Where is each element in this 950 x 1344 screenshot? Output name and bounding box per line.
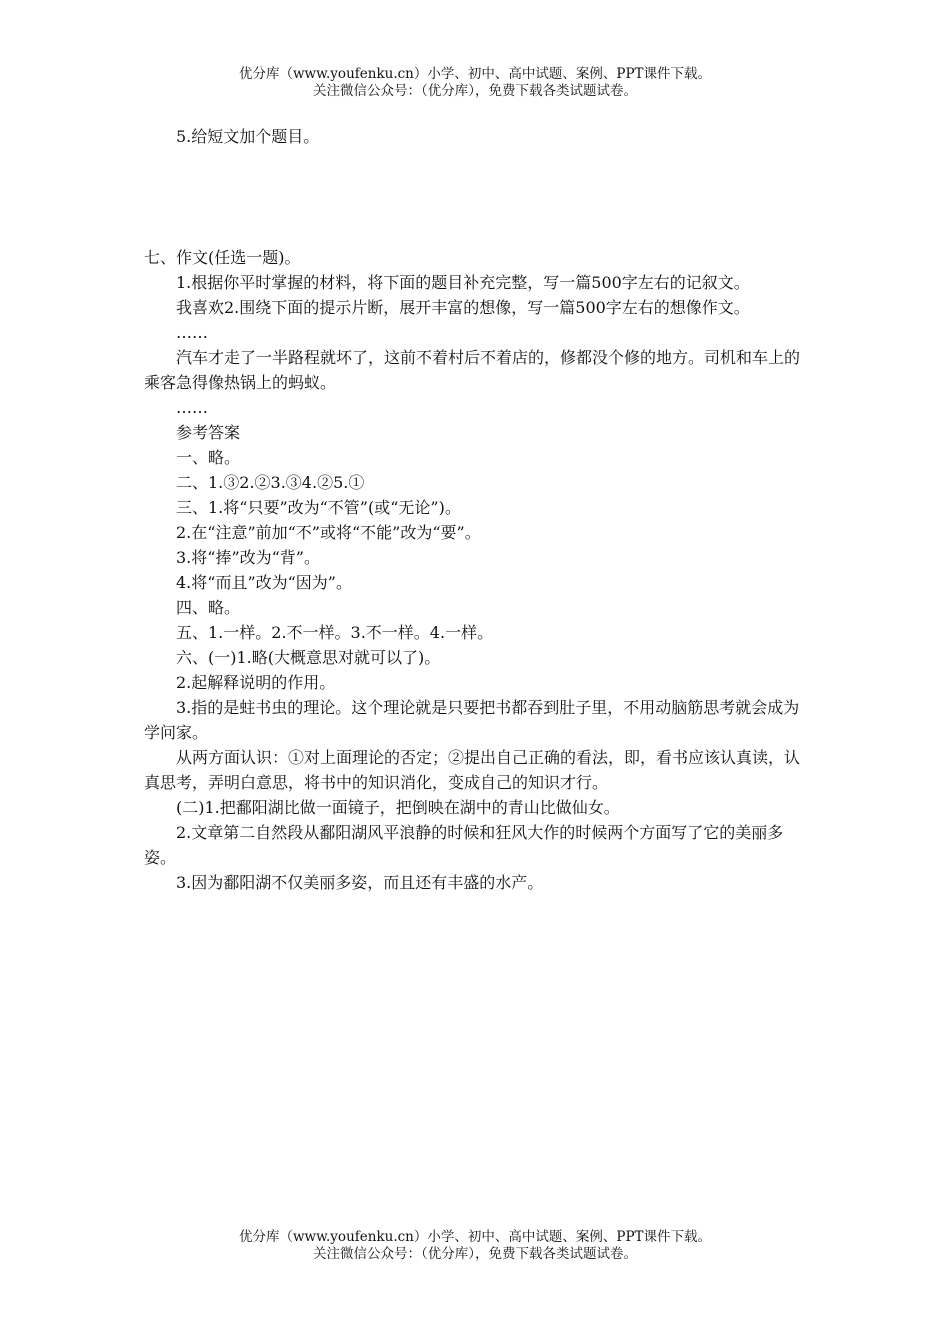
answer-line: 六、(一)1.略(大概意思对就可以了)。 [176, 648, 441, 667]
question-5: 5.给短文加个题目。 [176, 127, 320, 146]
document-body [144, 124, 808, 895]
footer-line-1: 优分库（www.youfenku.cn）小学、初中、高中试题、案例、PPT课件下载。 [238, 1229, 712, 1245]
header-line-2: 关注微信公众号：（优分库），免费下载各类试题试卷。 [313, 83, 637, 99]
answer-space [144, 149, 808, 245]
essay-prompt: 汽车才走了一半路程就坏了，这前不着村后不着店的，修都没个修的地方。司机和车上的乘客急得像热锅上的蚂蚁。 [144, 348, 801, 392]
ellipsis: …… [176, 398, 208, 417]
essay-option-1: 1.根据你平时掌握的材料，将下面的题目补充完整，写一篇500字左右的记叙文。 [176, 273, 750, 292]
answer-line: 2.文章第二自然段从鄱阳湖风平浪静的时候和狂风大作的时候两个方面写了它的美丽多姿。 [144, 823, 784, 867]
answer-line: 二、1.③2.②3.③4.②5.① [176, 473, 365, 492]
section-7-title: 七、作文(任选一题)。 [144, 248, 301, 267]
page-header [0, 66, 950, 100]
footer-line-2: 关注微信公众号：（优分库），免费下载各类试题试卷。 [313, 1246, 637, 1262]
answer-line: (二)1.把鄱阳湖比做一面镜子，把倒映在湖中的青山比做仙女。 [176, 798, 620, 817]
essay-option-2: 我喜欢2.围绕下面的提示片断，展开丰富的想像，写一篇500字左右的想像作文。 [176, 298, 750, 317]
answers-title: 参考答案 [176, 423, 241, 442]
answer-line: 4.将“而且”改为“因为”。 [176, 573, 352, 592]
answer-line: 2.起解释说明的作用。 [176, 673, 336, 692]
answer-line: 3.因为鄱阳湖不仅美丽多姿，而且还有丰盛的水产。 [176, 873, 544, 892]
page-footer [0, 1229, 950, 1263]
answer-line: 四、略。 [176, 598, 241, 617]
answer-line: 从两方面认识：①对上面理论的否定；②提出自己正确的看法，即，看书应该认真读，认真思考，弄明白意思，将书中的知识消化，变成自己的知识才行。 [144, 748, 801, 792]
ellipsis: …… [176, 323, 208, 342]
answer-line: 3.将“捧”改为“背”。 [176, 548, 320, 567]
header-line-1: 优分库（www.youfenku.cn）小学、初中、高中试题、案例、PPT课件下载。 [238, 66, 712, 82]
answer-line: 一、略。 [176, 448, 241, 467]
answer-line: 2.在“注意”前加“不”或将“不能”改为“要”。 [176, 523, 481, 542]
answer-line: 五、1.一样。2.不一样。3.不一样。4.一样。 [176, 623, 494, 642]
answer-line: 三、1.将“只要”改为“不管”(或“无论”)。 [176, 498, 461, 517]
answer-line: 3.指的是蛀书虫的理论。这个理论就是只要把书都吞到肚子里，不用动脑筋思考就会成为学问家。 [144, 698, 800, 742]
